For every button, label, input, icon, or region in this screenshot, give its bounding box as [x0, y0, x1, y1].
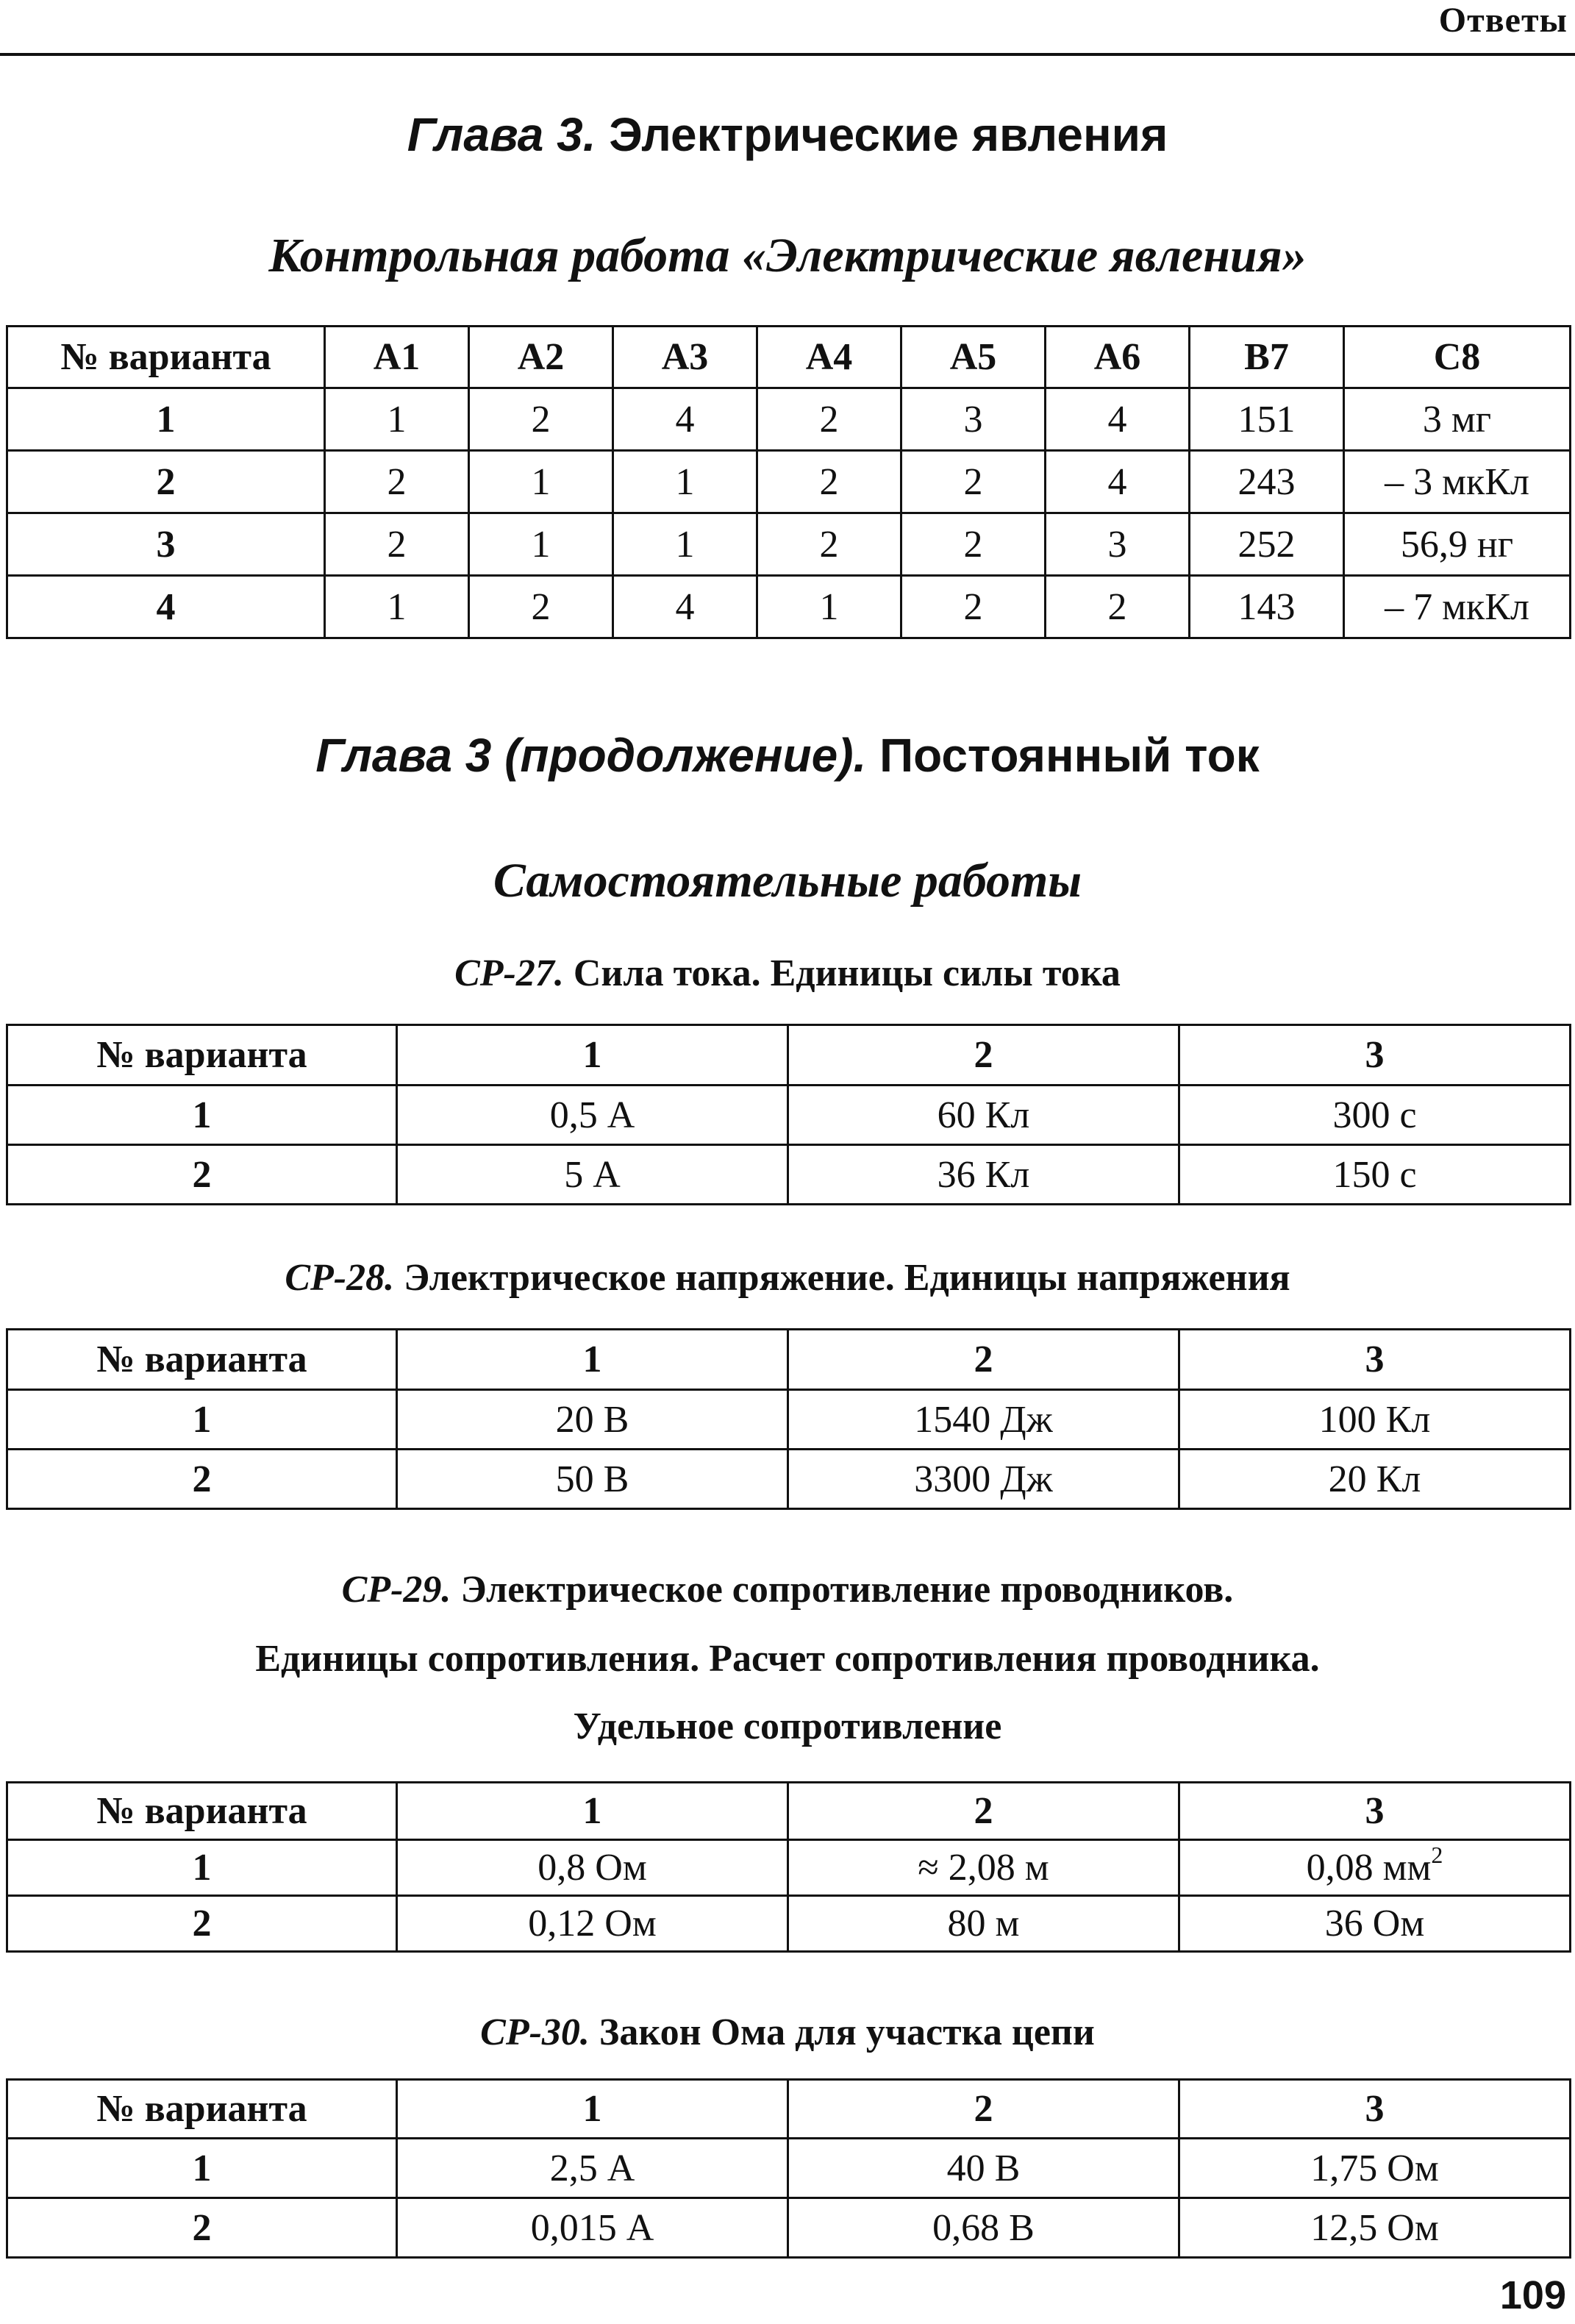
chapter-heading	[0, 107, 1575, 162]
answer-cell: 2	[757, 388, 901, 451]
answer-cell: 1,75 Ом	[1179, 2139, 1571, 2198]
column-header: A3	[613, 327, 757, 388]
table-row	[7, 1086, 1571, 1145]
answer-cell: 12,5 Ом	[1179, 2198, 1571, 2258]
answer-cell: 151	[1190, 388, 1344, 451]
work-code: СР-29.	[341, 1569, 451, 1611]
variant-cell: 2	[7, 1896, 397, 1952]
variant-cell: 1	[7, 1086, 397, 1145]
column-header: C8	[1344, 327, 1571, 388]
chapter-label: Глава 3.	[407, 108, 596, 161]
work-code: СР-28.	[285, 1257, 395, 1299]
answer-cell: 36 Ом	[1179, 1896, 1571, 1952]
column-header: 2	[788, 1783, 1179, 1840]
answer-cell: 1	[613, 513, 757, 576]
running-title: Ответы	[1438, 1, 1568, 40]
chapter-title: Постоянный ток	[879, 729, 1260, 782]
table-row	[7, 1450, 1571, 1509]
answer-cell: 2	[469, 576, 613, 638]
chapter-title: Электрические явления	[609, 108, 1168, 161]
column-header: 2	[788, 2080, 1179, 2139]
answer-cell: 252	[1190, 513, 1344, 576]
variant-cell: 2	[7, 451, 325, 513]
answer-cell: – 3 мкКл	[1344, 451, 1571, 513]
answer-cell: 2	[757, 451, 901, 513]
variant-cell: 2	[7, 2198, 397, 2258]
answer-cell: 1	[469, 451, 613, 513]
variant-cell: 1	[7, 388, 325, 451]
variant-cell: 1	[7, 1390, 397, 1450]
answer-cell: 0,015 А	[397, 2198, 788, 2258]
column-header: № варианта	[7, 2080, 397, 2139]
answer-cell: 1	[469, 513, 613, 576]
table-row	[7, 1896, 1571, 1952]
answer-cell: 2	[469, 388, 613, 451]
work-answers-table	[6, 1781, 1571, 1953]
chapter-label: Глава 3 (продолжение).	[315, 729, 867, 782]
work-title-line: Единицы сопротивления. Расчет сопротивления проводника.	[255, 1638, 1320, 1680]
answer-cell: 0,5 А	[397, 1086, 788, 1145]
answer-cell: 20 В	[397, 1390, 788, 1450]
variant-cell: 2	[7, 1145, 397, 1205]
answer-cell: 2	[901, 513, 1046, 576]
work-answers-table	[6, 2078, 1571, 2259]
column-header: № варианта	[7, 1330, 397, 1390]
answer-cell: 60 Кл	[788, 1086, 1179, 1145]
answer-cell: 3300 Дж	[788, 1450, 1179, 1509]
column-header: 3	[1179, 1025, 1571, 1086]
answer-cell: 1	[613, 451, 757, 513]
table-header-row	[7, 1330, 1571, 1390]
section-title: Самостоятельные работы	[493, 854, 1082, 908]
work-title	[0, 2011, 1575, 2054]
table-row	[7, 2198, 1571, 2258]
variant-cell: 3	[7, 513, 325, 576]
answer-cell: 4	[613, 576, 757, 638]
work-title	[0, 1568, 1575, 1611]
column-header: № варианта	[7, 327, 325, 388]
column-header: A6	[1046, 327, 1190, 388]
table-header-row	[7, 2080, 1571, 2139]
answer-cell: 5 А	[397, 1145, 788, 1205]
column-header: 2	[788, 1330, 1179, 1390]
column-header: A2	[469, 327, 613, 388]
work-code: СР-27.	[454, 952, 564, 994]
column-header: A1	[325, 327, 469, 388]
answer-cell: 2	[901, 576, 1046, 638]
work-title-line: Сила тока. Единицы силы тока	[573, 952, 1121, 994]
superscript: 2	[1431, 1842, 1443, 1868]
answer-cell: 100 Кл	[1179, 1390, 1571, 1450]
column-header: 1	[397, 1330, 788, 1390]
table-row	[7, 513, 1571, 576]
header-rule	[0, 53, 1575, 56]
answer-value: 0,08 мм	[1306, 1847, 1432, 1889]
answer-cell: 36 Кл	[788, 1145, 1179, 1205]
answer-cell: 2	[325, 513, 469, 576]
work-code: СР-30.	[480, 2011, 590, 2053]
column-header: B7	[1190, 327, 1344, 388]
answer-cell: 3 мг	[1344, 388, 1571, 451]
answer-cell: 0,68 В	[788, 2198, 1179, 2258]
answer-cell: 2	[901, 451, 1046, 513]
work-title-line: Закон Ома для участка цепи	[599, 2011, 1095, 2053]
answer-cell: – 7 мкКл	[1344, 576, 1571, 638]
column-header: 1	[397, 1783, 788, 1840]
work-answers-table	[6, 1328, 1571, 1510]
answer-cell: 2	[757, 513, 901, 576]
chapter-heading-continued	[0, 728, 1575, 783]
table-header-row	[7, 327, 1571, 388]
answer-cell: 0,12 Ом	[397, 1896, 788, 1952]
answer-cell: 2	[1046, 576, 1190, 638]
answer-cell	[1179, 1840, 1571, 1896]
column-header: A4	[757, 327, 901, 388]
answer-cell: 50 В	[397, 1450, 788, 1509]
answer-cell: 243	[1190, 451, 1344, 513]
test-title: Контрольная работа «Электрические явления»	[268, 229, 1307, 282]
column-header: A5	[901, 327, 1046, 388]
table-header-row	[7, 1025, 1571, 1086]
table-row	[7, 1145, 1571, 1205]
answer-cell: 1	[757, 576, 901, 638]
page-number: 109	[1499, 2273, 1566, 2317]
answer-cell: 3	[901, 388, 1046, 451]
work-answers-table	[6, 1024, 1571, 1205]
variant-cell: 1	[7, 2139, 397, 2198]
column-header: 3	[1179, 2080, 1571, 2139]
column-header: № варианта	[7, 1783, 397, 1840]
answer-cell: 40 В	[788, 2139, 1179, 2198]
table-row	[7, 2139, 1571, 2198]
answer-cell: 300 с	[1179, 1086, 1571, 1145]
answer-cell: 1	[325, 576, 469, 638]
answer-cell: 1540 Дж	[788, 1390, 1179, 1450]
column-header: 1	[397, 2080, 788, 2139]
table-row	[7, 1390, 1571, 1450]
column-header: 3	[1179, 1330, 1571, 1390]
column-header: № варианта	[7, 1025, 397, 1086]
answer-cell: 56,9 нг	[1344, 513, 1571, 576]
work-title	[0, 952, 1575, 995]
table-row	[7, 388, 1571, 451]
work-title-line: Удельное сопротивление	[573, 1705, 1002, 1747]
column-header: 1	[397, 1025, 788, 1086]
answer-cell: ≈ 2,08 м	[788, 1840, 1179, 1896]
answer-cell: 4	[1046, 451, 1190, 513]
table-row	[7, 451, 1571, 513]
answer-cell: 1	[325, 388, 469, 451]
answer-cell: 4	[613, 388, 757, 451]
variant-cell: 2	[7, 1450, 397, 1509]
answer-cell: 20 Кл	[1179, 1450, 1571, 1509]
answer-cell: 3	[1046, 513, 1190, 576]
work-title	[0, 1256, 1575, 1300]
variant-cell: 1	[7, 1840, 397, 1896]
answer-cell: 80 м	[788, 1896, 1179, 1952]
work-title-line: Электрическое напряжение. Единицы напряжения	[404, 1257, 1290, 1299]
answer-cell: 4	[1046, 388, 1190, 451]
answer-cell: 143	[1190, 576, 1344, 638]
work-title-line: Электрическое сопротивление проводников.	[460, 1569, 1234, 1611]
table-header-row	[7, 1783, 1571, 1840]
answer-cell: 150 с	[1179, 1145, 1571, 1205]
variant-cell: 4	[7, 576, 325, 638]
test-answers-table	[6, 325, 1571, 639]
answer-cell: 0,8 Ом	[397, 1840, 788, 1896]
answer-cell: 2,5 А	[397, 2139, 788, 2198]
table-row	[7, 1840, 1571, 1896]
column-header: 3	[1179, 1783, 1571, 1840]
answer-cell: 2	[325, 451, 469, 513]
column-header: 2	[788, 1025, 1179, 1086]
table-row	[7, 576, 1571, 638]
